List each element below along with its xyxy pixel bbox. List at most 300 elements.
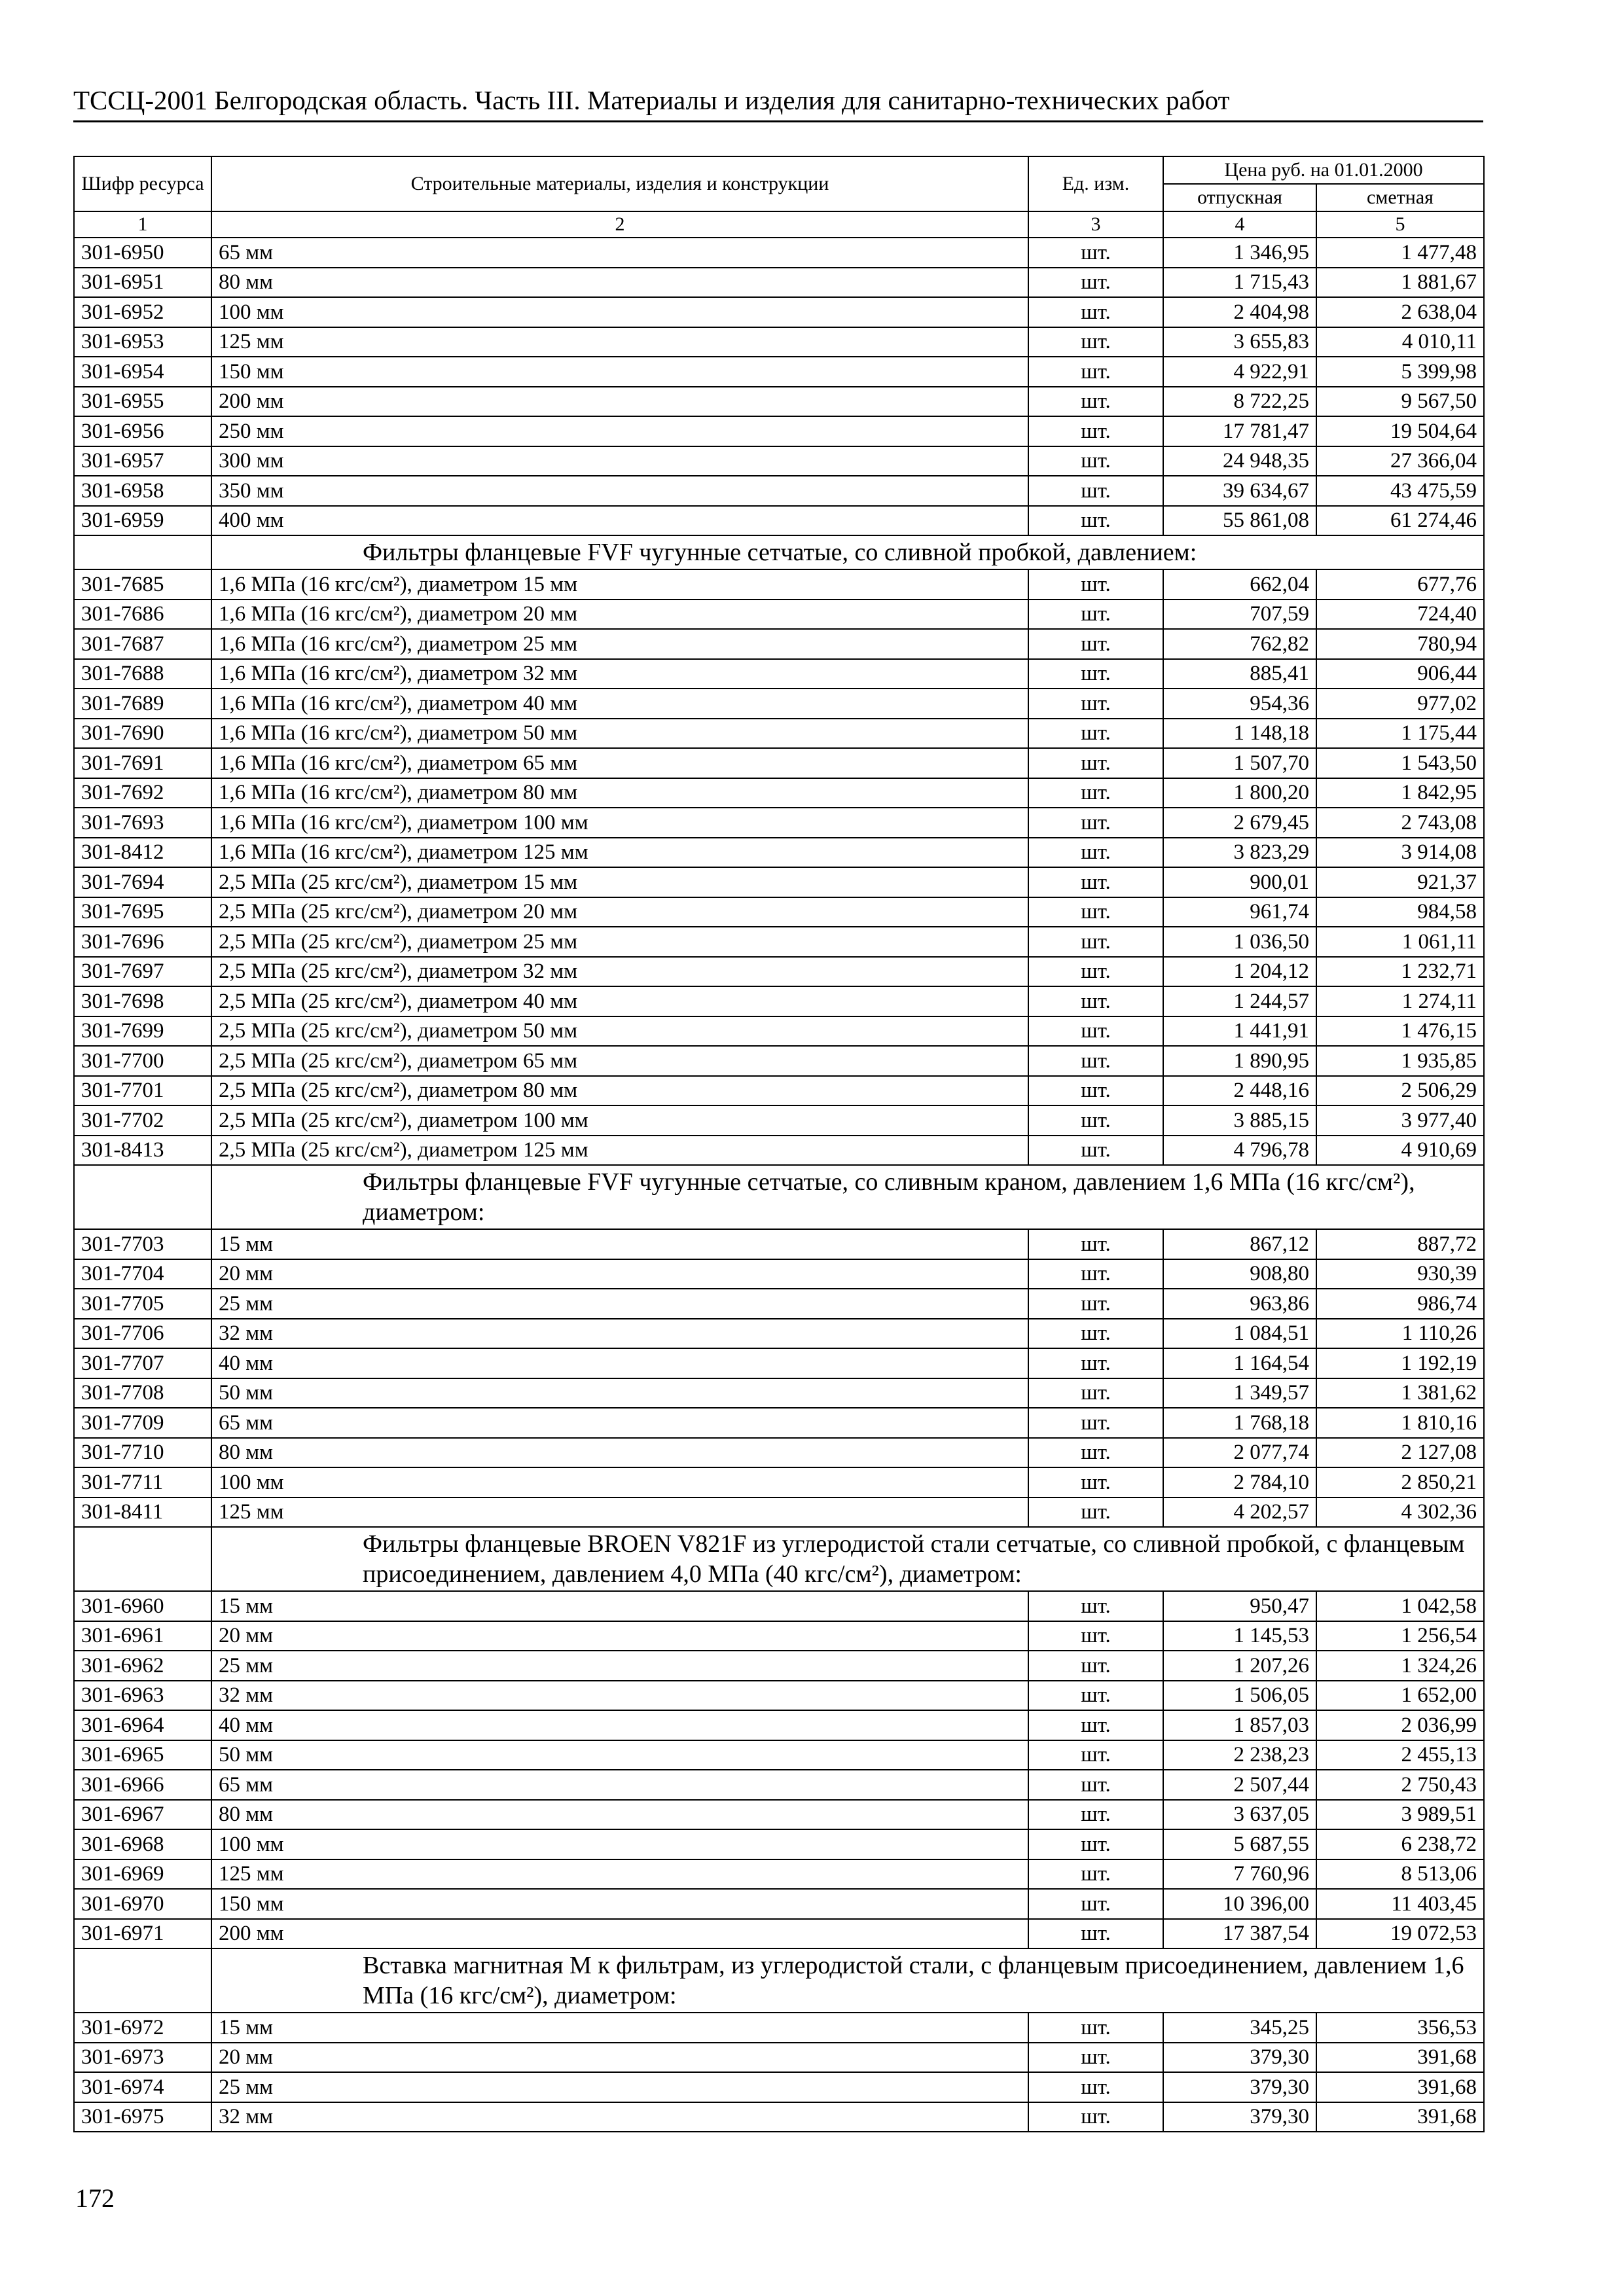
price-release: 2 404,98 (1163, 297, 1316, 327)
material-name: 80 мм (211, 1438, 1028, 1468)
price-release: 1 148,18 (1163, 719, 1316, 749)
table-row (74, 1319, 1484, 1349)
table-row (74, 1046, 1484, 1076)
unit-cell: шт. (1028, 1710, 1163, 1740)
price-release: 1 164,54 (1163, 1348, 1316, 1378)
price-release: 1 145,53 (1163, 1621, 1316, 1651)
price-release: 950,47 (1163, 1591, 1316, 1621)
column-numbers-row (74, 211, 1484, 238)
resource-code: 301-6972 (74, 2013, 211, 2043)
price-estimate: 27 366,04 (1316, 446, 1484, 476)
section-row (74, 1527, 1484, 1591)
material-name: 2,5 МПа (25 кгс/см²), диаметром 32 мм (211, 957, 1028, 987)
unit-cell: шт. (1028, 1919, 1163, 1949)
unit-cell: шт. (1028, 867, 1163, 897)
price-release: 908,80 (1163, 1259, 1316, 1289)
table-row (74, 1498, 1484, 1528)
price-estimate: 2 036,99 (1316, 1710, 1484, 1740)
unit-cell: шт. (1028, 1889, 1163, 1919)
resource-code: 301-7696 (74, 927, 211, 957)
material-name: 2,5 МПа (25 кгс/см²), диаметром 50 мм (211, 1016, 1028, 1047)
material-name: 100 мм (211, 1467, 1028, 1498)
unit-cell: шт. (1028, 927, 1163, 957)
table-row (74, 476, 1484, 506)
unit-cell: шт. (1028, 1076, 1163, 1106)
material-name: 1,6 МПа (16 кгс/см²), диаметром 65 мм (211, 748, 1028, 778)
unit-cell: шт. (1028, 268, 1163, 298)
unit-cell: шт. (1028, 808, 1163, 838)
resource-code: 301-6952 (74, 297, 211, 327)
unit-cell: шт. (1028, 446, 1163, 476)
price-release: 55 861,08 (1163, 506, 1316, 536)
price-release: 1 506,05 (1163, 1681, 1316, 1711)
resource-code: 301-6950 (74, 238, 211, 268)
price-release: 3 823,29 (1163, 838, 1316, 868)
material-name: 100 мм (211, 1829, 1028, 1859)
material-name: 350 мм (211, 476, 1028, 506)
section-title: Фильтры фланцевые FVF чугунные сетчатые, со сливным краном, давлением 1,6 МПа (16 кгс/см²), диаметром: (211, 1165, 1484, 1229)
resource-code: 301-6970 (74, 1889, 211, 1919)
price-release: 3 885,15 (1163, 1105, 1316, 1136)
resource-code: 301-6954 (74, 357, 211, 387)
price-release: 4 922,91 (1163, 357, 1316, 387)
price-estimate: 1 881,67 (1316, 268, 1484, 298)
table-row (74, 927, 1484, 957)
table-row (74, 2072, 1484, 2102)
price-release: 2 448,16 (1163, 1076, 1316, 1106)
price-release: 885,41 (1163, 659, 1316, 689)
table-row (74, 268, 1484, 298)
price-estimate: 391,68 (1316, 2072, 1484, 2102)
price-estimate: 2 743,08 (1316, 808, 1484, 838)
material-name: 65 мм (211, 238, 1028, 268)
price-estimate: 4 910,69 (1316, 1136, 1484, 1166)
resource-code: 301-6956 (74, 416, 211, 446)
table-row (74, 1681, 1484, 1711)
section-code-cell (74, 535, 211, 569)
price-estimate: 1 810,16 (1316, 1408, 1484, 1438)
unit-cell: шт. (1028, 838, 1163, 868)
price-estimate: 1 842,95 (1316, 778, 1484, 808)
unit-cell: шт. (1028, 476, 1163, 506)
material-name: 15 мм (211, 1591, 1028, 1621)
unit-cell: шт. (1028, 1046, 1163, 1076)
unit-cell: шт. (1028, 1259, 1163, 1289)
price-estimate: 724,40 (1316, 600, 1484, 630)
price-release: 1 207,26 (1163, 1651, 1316, 1681)
price-release: 1 346,95 (1163, 238, 1316, 268)
table-row (74, 1076, 1484, 1106)
resource-code: 301-6969 (74, 1859, 211, 1890)
price-estimate: 391,68 (1316, 2043, 1484, 2073)
price-estimate: 930,39 (1316, 1259, 1484, 1289)
unit-cell: шт. (1028, 719, 1163, 749)
material-name: 2,5 МПа (25 кгс/см²), диаметром 100 мм (211, 1105, 1028, 1136)
resource-code: 301-7693 (74, 808, 211, 838)
material-name: 150 мм (211, 357, 1028, 387)
resource-code: 301-6962 (74, 1651, 211, 1681)
material-name: 25 мм (211, 1289, 1028, 1319)
price-estimate: 1 274,11 (1316, 986, 1484, 1016)
table-row (74, 1408, 1484, 1438)
resource-code: 301-7711 (74, 1467, 211, 1498)
price-release: 1 507,70 (1163, 748, 1316, 778)
price-release: 2 679,45 (1163, 808, 1316, 838)
table-row (74, 659, 1484, 689)
price-estimate: 3 977,40 (1316, 1105, 1484, 1136)
unit-cell: шт. (1028, 1591, 1163, 1621)
resource-code: 301-6960 (74, 1591, 211, 1621)
resource-code: 301-7701 (74, 1076, 211, 1106)
price-estimate: 391,68 (1316, 2102, 1484, 2132)
price-estimate: 1 476,15 (1316, 1016, 1484, 1047)
price-release: 963,86 (1163, 1289, 1316, 1319)
price-estimate: 5 399,98 (1316, 357, 1484, 387)
table-row (74, 1467, 1484, 1498)
unit-cell: шт. (1028, 2013, 1163, 2043)
material-name: 1,6 МПа (16 кгс/см²), диаметром 20 мм (211, 600, 1028, 630)
resource-code: 301-7704 (74, 1259, 211, 1289)
unit-cell: шт. (1028, 2072, 1163, 2102)
table-row (74, 416, 1484, 446)
price-release: 7 760,96 (1163, 1859, 1316, 1890)
price-release: 2 784,10 (1163, 1467, 1316, 1498)
material-name: 2,5 МПа (25 кгс/см²), диаметром 125 мм (211, 1136, 1028, 1166)
price-estimate: 921,37 (1316, 867, 1484, 897)
resource-code: 301-7700 (74, 1046, 211, 1076)
material-name: 2,5 МПа (25 кгс/см²), диаметром 25 мм (211, 927, 1028, 957)
table-row (74, 1800, 1484, 1830)
material-name: 80 мм (211, 1800, 1028, 1830)
unit-cell: шт. (1028, 506, 1163, 536)
resource-code: 301-6963 (74, 1681, 211, 1711)
table-row (74, 778, 1484, 808)
material-name: 150 мм (211, 1889, 1028, 1919)
unit-cell: шт. (1028, 569, 1163, 600)
price-estimate: 1 110,26 (1316, 1319, 1484, 1349)
material-name: 2,5 МПа (25 кгс/см²), диаметром 20 мм (211, 897, 1028, 927)
section-row (74, 535, 1484, 569)
table-row (74, 2043, 1484, 2073)
resource-code: 301-7690 (74, 719, 211, 749)
material-name: 2,5 МПа (25 кгс/см²), диаметром 65 мм (211, 1046, 1028, 1076)
section-row (74, 1948, 1484, 2013)
price-estimate: 1 381,62 (1316, 1378, 1484, 1408)
material-name: 1,6 МПа (16 кгс/см²), диаметром 125 мм (211, 838, 1028, 868)
resource-code: 301-6955 (74, 387, 211, 417)
price-release: 961,74 (1163, 897, 1316, 927)
price-release: 1 036,50 (1163, 927, 1316, 957)
price-estimate: 1 061,11 (1316, 927, 1484, 957)
unit-cell: шт. (1028, 1408, 1163, 1438)
material-name: 32 мм (211, 2102, 1028, 2132)
price-estimate: 8 513,06 (1316, 1859, 1484, 1890)
price-release: 1 857,03 (1163, 1710, 1316, 1740)
resource-code: 301-6961 (74, 1621, 211, 1651)
price-release: 4 202,57 (1163, 1498, 1316, 1528)
resource-code: 301-7706 (74, 1319, 211, 1349)
price-estimate: 4 302,36 (1316, 1498, 1484, 1528)
price-release: 707,59 (1163, 600, 1316, 630)
price-release: 8 722,25 (1163, 387, 1316, 417)
table-row (74, 748, 1484, 778)
section-title: Фильтры фланцевые FVF чугунные сетчатые, со сливной пробкой, давлением: (211, 535, 1484, 569)
price-estimate: 11 403,45 (1316, 1889, 1484, 1919)
price-estimate: 6 238,72 (1316, 1829, 1484, 1859)
price-estimate: 2 638,04 (1316, 297, 1484, 327)
price-estimate: 1 652,00 (1316, 1681, 1484, 1711)
material-name: 25 мм (211, 2072, 1028, 2102)
table-row (74, 986, 1484, 1016)
resource-code: 301-7695 (74, 897, 211, 927)
resource-code: 301-6964 (74, 1710, 211, 1740)
price-release: 379,30 (1163, 2072, 1316, 2102)
price-release: 2 238,23 (1163, 1740, 1316, 1770)
unit-cell: шт. (1028, 238, 1163, 268)
unit-cell: шт. (1028, 659, 1163, 689)
price-estimate: 2 850,21 (1316, 1467, 1484, 1498)
table-row (74, 238, 1484, 268)
section-code-cell (74, 1948, 211, 2013)
resource-code: 301-6966 (74, 1770, 211, 1800)
price-release: 1 715,43 (1163, 268, 1316, 298)
table-row (74, 1105, 1484, 1136)
price-estimate: 2 750,43 (1316, 1770, 1484, 1800)
price-estimate: 43 475,59 (1316, 476, 1484, 506)
price-estimate: 780,94 (1316, 629, 1484, 659)
table-row (74, 867, 1484, 897)
table-row (74, 808, 1484, 838)
price-release: 3 637,05 (1163, 1800, 1316, 1830)
column-number: 2 (211, 211, 1028, 238)
material-name: 200 мм (211, 1919, 1028, 1949)
resource-code: 301-8412 (74, 838, 211, 868)
unit-cell: шт. (1028, 1105, 1163, 1136)
resource-code: 301-7686 (74, 600, 211, 630)
price-release: 24 948,35 (1163, 446, 1316, 476)
header-code: Шифр ресурса (74, 156, 211, 211)
table-row (74, 897, 1484, 927)
material-name: 400 мм (211, 506, 1028, 536)
resource-code: 301-6967 (74, 1800, 211, 1830)
table-row (74, 506, 1484, 536)
table-row (74, 1740, 1484, 1770)
price-estimate: 19 072,53 (1316, 1919, 1484, 1949)
resource-code: 301-6965 (74, 1740, 211, 1770)
material-name: 100 мм (211, 297, 1028, 327)
resource-code: 301-8411 (74, 1498, 211, 1528)
header-price: Цена руб. на 01.01.2000 (1163, 156, 1484, 184)
section-row (74, 1165, 1484, 1229)
unit-cell: шт. (1028, 778, 1163, 808)
price-release: 900,01 (1163, 867, 1316, 897)
material-name: 65 мм (211, 1770, 1028, 1800)
unit-cell: шт. (1028, 897, 1163, 927)
price-release: 1 800,20 (1163, 778, 1316, 808)
material-name: 65 мм (211, 1408, 1028, 1438)
table-row (74, 1348, 1484, 1378)
material-name: 20 мм (211, 2043, 1028, 2073)
price-release: 3 655,83 (1163, 327, 1316, 357)
table-row (74, 1651, 1484, 1681)
table-row (74, 689, 1484, 719)
price-release: 1 349,57 (1163, 1378, 1316, 1408)
section-title: Вставка магнитная М к фильтрам, из углеродистой стали, с фланцевым присоединением, давлением 1,6 МПа (16 кгс/см²), диаметром: (211, 1948, 1484, 2013)
header-name: Строительные материалы, изделия и конструкции (211, 156, 1028, 211)
resource-code: 301-7699 (74, 1016, 211, 1047)
material-name: 125 мм (211, 1498, 1028, 1528)
unit-cell: шт. (1028, 1289, 1163, 1319)
unit-cell: шт. (1028, 1681, 1163, 1711)
unit-cell: шт. (1028, 387, 1163, 417)
material-name: 250 мм (211, 416, 1028, 446)
table-row (74, 1016, 1484, 1047)
column-number: 1 (74, 211, 211, 238)
material-name: 1,6 МПа (16 кгс/см²), диаметром 32 мм (211, 659, 1028, 689)
section-code-cell (74, 1165, 211, 1229)
resource-code: 301-7691 (74, 748, 211, 778)
price-estimate: 2 506,29 (1316, 1076, 1484, 1106)
material-name: 25 мм (211, 1651, 1028, 1681)
table-row (74, 1829, 1484, 1859)
table-row (74, 629, 1484, 659)
resource-code: 301-7703 (74, 1229, 211, 1259)
price-estimate: 3 989,51 (1316, 1800, 1484, 1830)
column-number: 4 (1163, 211, 1316, 238)
material-name: 1,6 МПа (16 кгс/см²), диаметром 40 мм (211, 689, 1028, 719)
material-name: 2,5 МПа (25 кгс/см²), диаметром 15 мм (211, 867, 1028, 897)
unit-cell: шт. (1028, 1348, 1163, 1378)
column-number: 5 (1316, 211, 1484, 238)
price-estimate: 1 477,48 (1316, 238, 1484, 268)
table-row (74, 1136, 1484, 1166)
material-name: 32 мм (211, 1319, 1028, 1349)
table-row (74, 446, 1484, 476)
unit-cell: шт. (1028, 1498, 1163, 1528)
material-name: 20 мм (211, 1621, 1028, 1651)
header-price-release: отпускная (1163, 184, 1316, 211)
resource-code: 301-7710 (74, 1438, 211, 1468)
table-row (74, 719, 1484, 749)
table-row (74, 2102, 1484, 2132)
price-release: 17 387,54 (1163, 1919, 1316, 1949)
resource-code: 301-6951 (74, 268, 211, 298)
unit-cell: шт. (1028, 957, 1163, 987)
unit-cell: шт. (1028, 1136, 1163, 1166)
resource-code: 301-6975 (74, 2102, 211, 2132)
resource-code: 301-6968 (74, 1829, 211, 1859)
material-name: 1,6 МПа (16 кгс/см²), диаметром 80 мм (211, 778, 1028, 808)
material-name: 1,6 МПа (16 кгс/см²), диаметром 25 мм (211, 629, 1028, 659)
price-release: 2 077,74 (1163, 1438, 1316, 1468)
table-row (74, 1770, 1484, 1800)
price-estimate: 677,76 (1316, 569, 1484, 600)
resource-code: 301-7697 (74, 957, 211, 987)
unit-cell: шт. (1028, 416, 1163, 446)
price-estimate: 887,72 (1316, 1229, 1484, 1259)
price-release: 379,30 (1163, 2043, 1316, 2073)
resource-code: 301-6958 (74, 476, 211, 506)
price-release: 39 634,67 (1163, 476, 1316, 506)
resource-code: 301-7709 (74, 1408, 211, 1438)
unit-cell: шт. (1028, 327, 1163, 357)
table-row (74, 1438, 1484, 1468)
unit-cell: шт. (1028, 1319, 1163, 1349)
resource-code: 301-7685 (74, 569, 211, 600)
table-row (74, 1859, 1484, 1890)
table-row (74, 1621, 1484, 1651)
table-row (74, 1710, 1484, 1740)
table-body (74, 238, 1484, 2132)
price-release: 1 244,57 (1163, 986, 1316, 1016)
unit-cell: шт. (1028, 1800, 1163, 1830)
price-estimate: 4 010,11 (1316, 327, 1484, 357)
material-name: 40 мм (211, 1348, 1028, 1378)
material-name: 1,6 МПа (16 кгс/см²), диаметром 100 мм (211, 808, 1028, 838)
unit-cell: шт. (1028, 1621, 1163, 1651)
unit-cell: шт. (1028, 629, 1163, 659)
unit-cell: шт. (1028, 1438, 1163, 1468)
page-number: 172 (75, 2183, 115, 2213)
unit-cell: шт. (1028, 357, 1163, 387)
resource-code: 301-6957 (74, 446, 211, 476)
price-release: 662,04 (1163, 569, 1316, 600)
resource-code: 301-6974 (74, 2072, 211, 2102)
unit-cell: шт. (1028, 1229, 1163, 1259)
material-name: 15 мм (211, 1229, 1028, 1259)
unit-cell: шт. (1028, 748, 1163, 778)
price-estimate: 2 127,08 (1316, 1438, 1484, 1468)
price-estimate: 906,44 (1316, 659, 1484, 689)
table-row (74, 1229, 1484, 1259)
price-release: 762,82 (1163, 629, 1316, 659)
material-name: 50 мм (211, 1378, 1028, 1408)
resource-code: 301-6973 (74, 2043, 211, 2073)
price-release: 10 396,00 (1163, 1889, 1316, 1919)
table-row (74, 327, 1484, 357)
table-row (74, 957, 1484, 987)
unit-cell: шт. (1028, 1770, 1163, 1800)
price-estimate: 19 504,64 (1316, 416, 1484, 446)
table-row (74, 1919, 1484, 1949)
material-name: 15 мм (211, 2013, 1028, 2043)
price-estimate: 984,58 (1316, 897, 1484, 927)
material-name: 2,5 МПа (25 кгс/см²), диаметром 40 мм (211, 986, 1028, 1016)
material-name: 1,6 МПа (16 кгс/см²), диаметром 15 мм (211, 569, 1028, 600)
price-estimate: 61 274,46 (1316, 506, 1484, 536)
price-release: 17 781,47 (1163, 416, 1316, 446)
material-name: 300 мм (211, 446, 1028, 476)
price-estimate: 2 455,13 (1316, 1740, 1484, 1770)
resource-code: 301-7702 (74, 1105, 211, 1136)
resource-code: 301-8413 (74, 1136, 211, 1166)
price-release: 954,36 (1163, 689, 1316, 719)
resource-code: 301-7698 (74, 986, 211, 1016)
unit-cell: шт. (1028, 1467, 1163, 1498)
resource-code: 301-7692 (74, 778, 211, 808)
resource-code: 301-6959 (74, 506, 211, 536)
price-estimate: 3 914,08 (1316, 838, 1484, 868)
resource-code: 301-6953 (74, 327, 211, 357)
material-name: 50 мм (211, 1740, 1028, 1770)
unit-cell: шт. (1028, 1740, 1163, 1770)
table-row (74, 1889, 1484, 1919)
table-row (74, 387, 1484, 417)
resource-code: 301-7708 (74, 1378, 211, 1408)
unit-cell: шт. (1028, 2102, 1163, 2132)
price-release: 2 507,44 (1163, 1770, 1316, 1800)
unit-cell: шт. (1028, 986, 1163, 1016)
